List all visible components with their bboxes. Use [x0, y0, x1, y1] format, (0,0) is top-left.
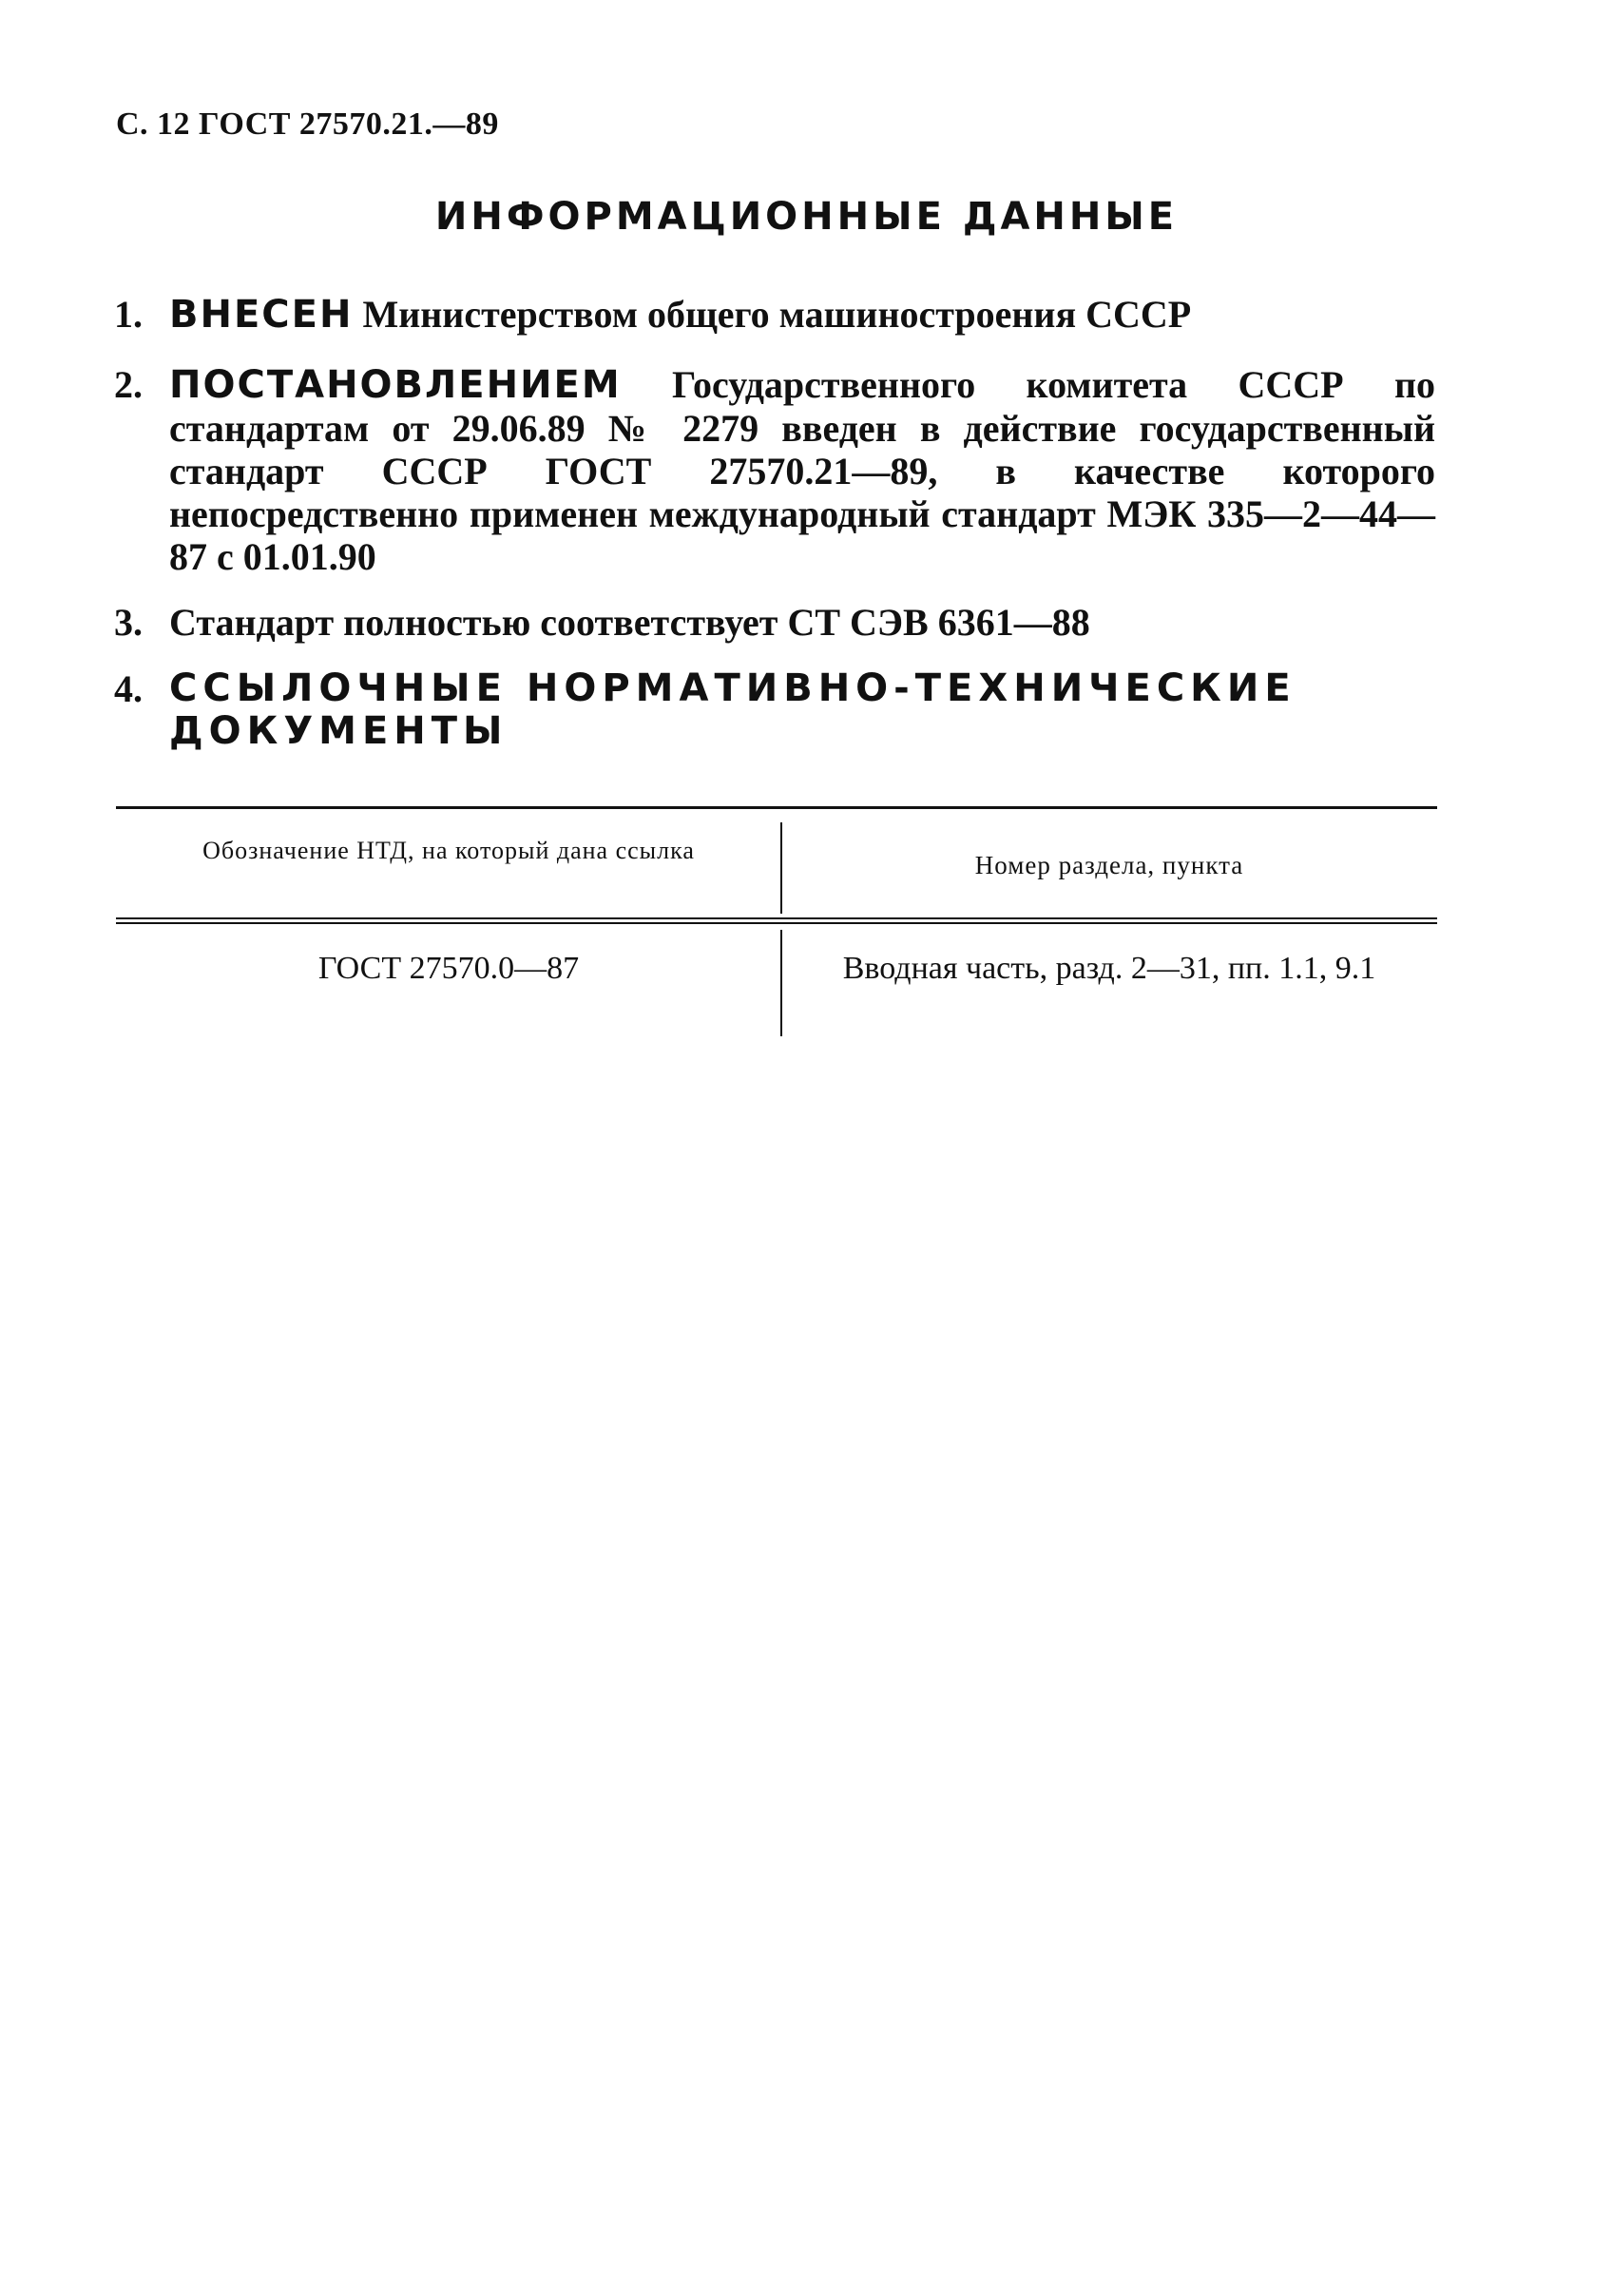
item-number: 2.	[114, 363, 143, 406]
column-divider	[780, 930, 782, 1036]
item-lead: ПОСТАНОВЛЕНИЕМ	[169, 363, 622, 407]
cell-designation: ГОСТ 27570.0—87	[317, 951, 580, 986]
item-number: 1.	[114, 293, 143, 336]
running-head: С. 12 ГОСТ 27570.21.—89	[116, 106, 499, 142]
column-divider	[780, 822, 782, 914]
table-header-row	[116, 809, 1437, 917]
item-text: Государственного комитета СССР по стандартам от 29.06.89 № 2279 введен в действие государственный стандарт СССР ГОСТ 27570.21—89, в качестве которого непосредственно применен международный стандарт МЭК 335—2—44—87 с 01.01.90	[169, 363, 1435, 578]
item-lead: ВНЕСЕН	[169, 293, 354, 337]
list-item	[114, 363, 1435, 578]
table-cell	[116, 924, 781, 1036]
list-item	[114, 293, 1435, 337]
table-header-rule	[116, 917, 1437, 924]
item-text: Министерством общего машиностроения СССР	[353, 293, 1192, 336]
list-item	[114, 667, 1435, 753]
item-number: 4.	[114, 667, 143, 710]
page-title: ИНФОРМАЦИОННЫЕ ДАННЫЕ	[434, 195, 1179, 239]
table-row	[116, 924, 1437, 1036]
header-designation: Обозначение НТД, на который дана ссылка	[202, 837, 695, 864]
table-cell	[781, 924, 1437, 1036]
table-header-cell	[781, 809, 1437, 917]
cell-section: Вводная часть, разд. 2—31, пп. 1.1, 9.1	[842, 951, 1376, 986]
item-number: 3.	[114, 601, 143, 644]
header-section: Номер раздела, пункта	[974, 851, 1244, 879]
table-header-cell	[116, 809, 781, 917]
reference-table	[116, 806, 1437, 1036]
list-item	[114, 601, 1435, 644]
item-text: ССЫЛОЧНЫЕ НОРМАТИВНО-ТЕХНИЧЕСКИЕ ДОКУМЕНТЫ	[169, 666, 1296, 753]
item-text: Стандарт полностью соответствует СТ СЭВ 6361—88	[169, 601, 1090, 644]
